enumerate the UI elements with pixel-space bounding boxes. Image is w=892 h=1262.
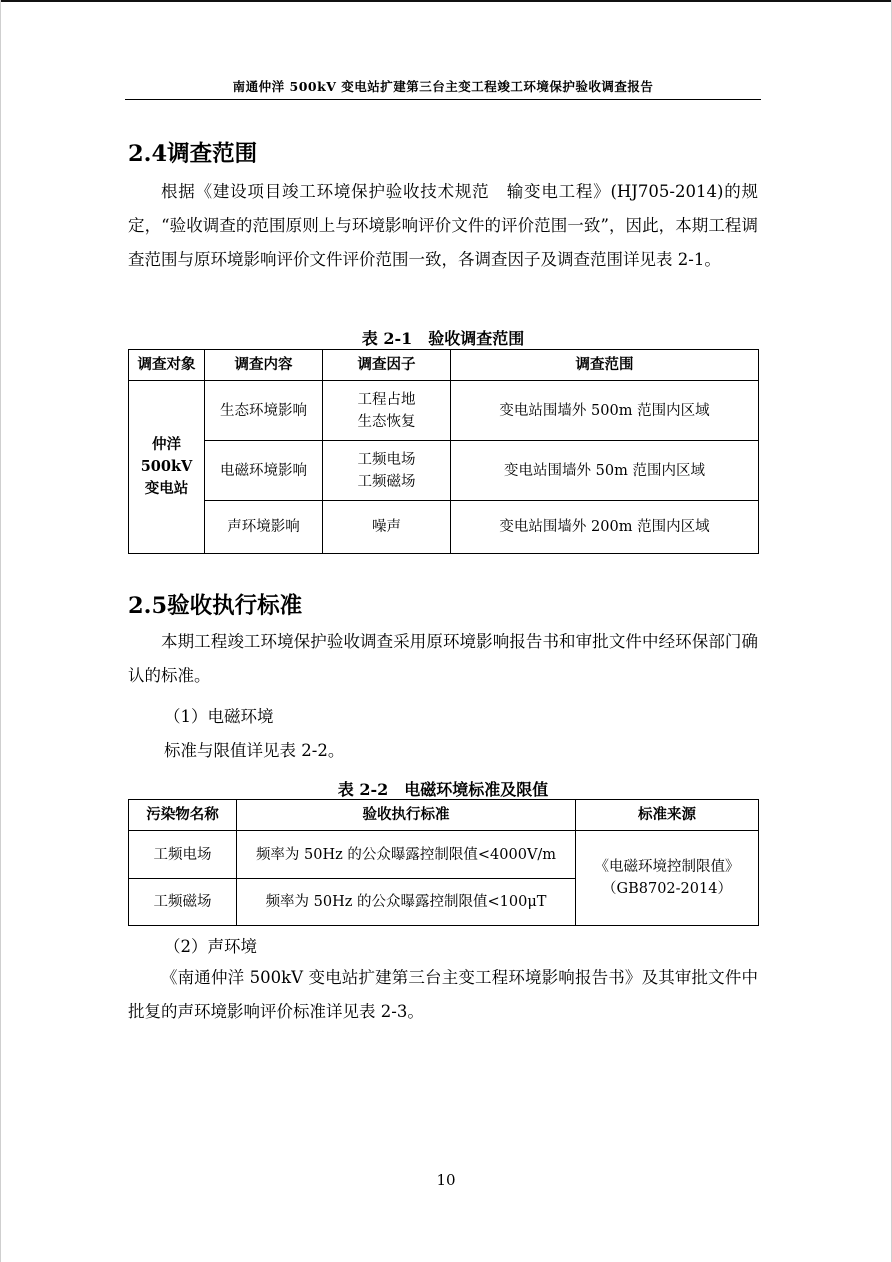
header-cell: 调查对象 <box>129 350 205 381</box>
header-rule <box>125 99 761 100</box>
header-cell: 验收执行标准 <box>237 800 576 831</box>
source-line: 《电磁环境控制限值》 <box>594 859 740 875</box>
section-2-4-paragraph: 根据《建设项目竣工环境保护验收技术规范 输变电工程》(HJ705-2014)的规定，“验收调查的范围原则上与环境影响评价文件的评价范围一致”，因此，本期工程调查范围与原环境影响评价文件评价范围一致，各调查因子及调查范围详见表 2-1。 <box>128 182 758 269</box>
content-cell: 声环境影响 <box>205 501 323 554</box>
table-row <box>129 501 759 554</box>
header-cell: 调查因子 <box>323 350 451 381</box>
header-cell: 调查范围 <box>451 350 759 381</box>
source-line: （GB8702-2014） <box>602 881 732 897</box>
table-header-row <box>129 800 759 831</box>
section-2-5-paragraph: 本期工程竣工环境保护验收调查采用原环境影响报告书和审批文件中经环保部门确认的标准。 <box>128 632 758 685</box>
item-1-text: 标准与限值详见表 2-2。 <box>164 741 345 760</box>
running-header: 南通仲洋 500kV 变电站扩建第三台主变工程竣工环境保护验收调查报告 <box>232 79 654 94</box>
table-row <box>129 381 759 441</box>
item-2-paragraph: 《南通仲洋 500kV 变电站扩建第三台主变工程环境影响报告书》及其审批文件中批复的声环境影响评价标准详见表 2-3。 <box>128 968 758 1021</box>
standard-source-cell <box>576 831 759 926</box>
item-1-heading: （1）电磁环境 <box>164 707 274 726</box>
survey-object-cell <box>129 381 205 554</box>
object-line: 仲洋 <box>152 436 181 453</box>
standard-cell: 频率为 50Hz 的公众曝露控制限值<100μT <box>237 879 576 926</box>
section-2-5-title: 2.5验收执行标准 <box>128 593 303 619</box>
page-left-border <box>0 0 1 1262</box>
factor-line: 工频磁场 <box>357 473 416 490</box>
content-cell: 生态环境影响 <box>205 381 323 441</box>
item-2-heading: （2）声环境 <box>164 937 257 956</box>
pollutant-name-cell: 工频电场 <box>129 831 237 879</box>
table-row <box>129 441 759 501</box>
factor-line: 生态恢复 <box>357 413 416 430</box>
range-cell: 变电站围墙外 50m 范围内区域 <box>451 441 759 501</box>
table-header-row <box>129 350 759 381</box>
table-2-1 <box>128 349 759 554</box>
pollutant-name-cell: 工频磁场 <box>129 879 237 926</box>
range-cell: 变电站围墙外 500m 范围内区域 <box>451 381 759 441</box>
header-cell: 污染物名称 <box>129 800 237 831</box>
header-cell: 标准来源 <box>576 800 759 831</box>
header-cell: 调查内容 <box>205 350 323 381</box>
object-line: 变电站 <box>144 480 189 497</box>
factor-line: 工程占地 <box>357 391 416 408</box>
table-2-2-caption: 表 2-2 电磁环境标准及限值 <box>337 780 549 799</box>
factor-line: 工频电场 <box>357 451 416 468</box>
factor-cell <box>323 441 451 501</box>
factor-cell: 噪声 <box>323 501 451 554</box>
page-top-border <box>0 0 892 2</box>
factor-cell <box>323 381 451 441</box>
page-number: 10 <box>436 1171 456 1189</box>
section-2-4-title: 2.4调查范围 <box>128 141 258 167</box>
object-line: 500kV <box>140 458 193 475</box>
table-2-1-caption: 表 2-1 验收调查范围 <box>361 329 525 348</box>
standard-cell: 频率为 50Hz 的公众曝露控制限值<4000V/m <box>237 831 576 879</box>
table-2-2 <box>128 799 759 926</box>
content-cell: 电磁环境影响 <box>205 441 323 501</box>
table-row <box>129 831 759 879</box>
range-cell: 变电站围墙外 200m 范围内区域 <box>451 501 759 554</box>
